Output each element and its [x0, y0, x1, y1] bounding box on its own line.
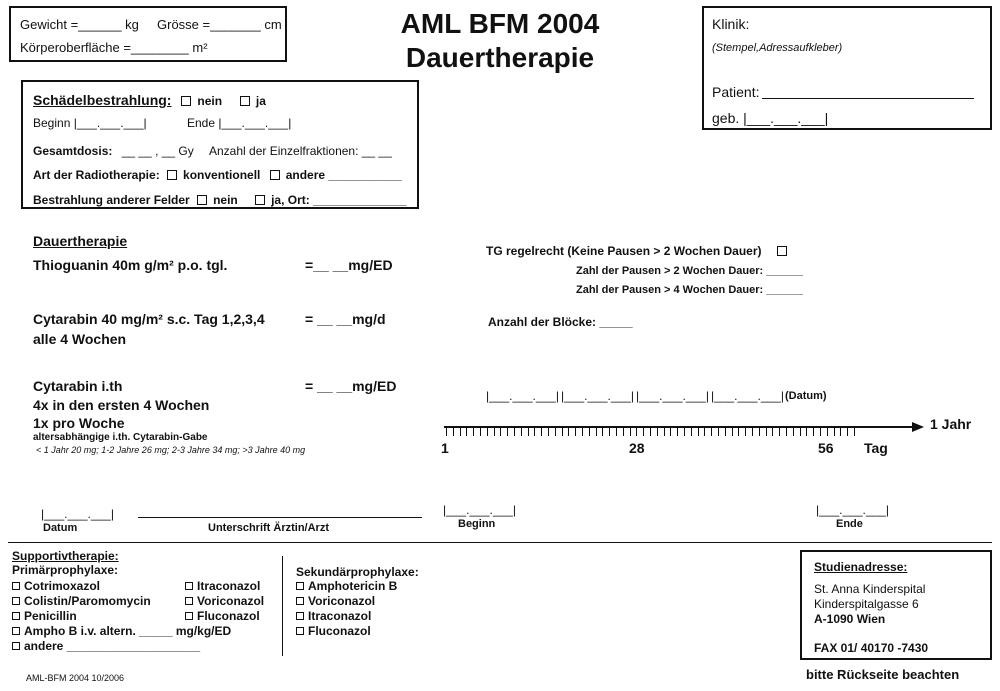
timeline-tick — [793, 428, 794, 436]
primary-prophylaxis-item — [12, 624, 231, 639]
timeline-tick — [704, 428, 705, 436]
signature-date-field[interactable]: |___.___.___| — [41, 507, 114, 521]
other-type-checkbox[interactable] — [270, 170, 280, 180]
timeline-tick — [602, 428, 603, 436]
back-page-note: bitte Rückseite beachten — [806, 667, 960, 682]
primary-prophylaxis-item — [12, 639, 231, 654]
timeline-date-label: (Datum) — [785, 390, 827, 402]
primary-prophylaxis-checkbox[interactable] — [12, 597, 20, 605]
secondary-prophylaxis-label: Itraconazol — [308, 609, 372, 623]
secondary-prophylaxis-label: Fluconazol — [308, 624, 371, 638]
cytarabin-ith-label-3: 1x pro Woche — [33, 415, 125, 431]
timeline-tick — [596, 428, 597, 436]
timeline-tick — [779, 428, 780, 436]
primary-prophylaxis-antifungal-item — [185, 594, 264, 609]
timeline-tick — [514, 428, 515, 436]
timeline-tick — [677, 428, 678, 436]
page-title: AML BFM 2004 — [400, 8, 600, 39]
pauses-4w-field[interactable]: Zahl der Pausen > 4 Wochen Dauer: ______ — [576, 284, 803, 296]
timeline-tick — [466, 428, 467, 436]
cytarabin-ith-label: Cytarabin i.th — [33, 378, 123, 394]
timeline-tick — [480, 428, 481, 436]
stamp-hint: (Stempel,Adressaufkleber) — [712, 42, 843, 54]
timeline-tick — [616, 428, 617, 436]
cytarabin-sc-label: Cytarabin 40 mg/m² s.c. Tag 1,2,3,4 — [33, 311, 265, 327]
weight-field[interactable]: Gewicht =______ kg — [20, 17, 139, 32]
blocks-field[interactable]: Anzahl der Blöcke: _____ — [488, 315, 633, 329]
radiation-no-checkbox[interactable] — [181, 96, 191, 106]
total-dose-row: Gesamtdosis: __ __ , __ Gy — [33, 144, 194, 158]
timeline-tick — [847, 428, 848, 436]
age-dose-detail: < 1 Jahr 20 mg; 1-2 Jahre 26 mg; 2-3 Jahre 34 mg; >3 Jahre 40 mg — [36, 445, 306, 455]
primary-prophylaxis-antifungal-item — [185, 609, 264, 624]
cytarabin-sc-label-2: alle 4 Wochen — [33, 331, 127, 347]
primary-col2 — [185, 579, 264, 624]
timeline-tick — [718, 428, 719, 436]
timeline-date-field[interactable]: |___.___.___| — [486, 389, 559, 403]
tick-label-unit: Tag — [864, 440, 888, 456]
support-heading: Supportivtherapie: — [12, 549, 119, 563]
study-line2: Kinderspitalgasse 6 — [814, 597, 919, 611]
secondary-prophylaxis-label: Amphotericin B — [308, 579, 398, 593]
secondary-prophylaxis-checkbox[interactable] — [296, 582, 304, 590]
study-line3: A-1090 Wien — [814, 612, 886, 626]
signature-date-label: Datum — [43, 522, 78, 534]
timeline-tick — [487, 428, 488, 436]
timeline-tick — [806, 428, 807, 436]
timeline-tick — [643, 428, 644, 436]
primary-prophylaxis-label: Penicillin — [24, 609, 77, 623]
timeline-tick — [827, 428, 828, 436]
study-heading: Studienadresse: — [814, 560, 908, 574]
patient-line[interactable] — [762, 98, 974, 99]
version-label: AML-BFM 2004 10/2006 — [26, 673, 125, 683]
timeline-tick — [453, 428, 454, 436]
radiation-yes-checkbox[interactable] — [240, 96, 250, 106]
study-address-box — [800, 550, 992, 660]
timeline-tick — [786, 428, 787, 436]
timeline-tick — [813, 428, 814, 436]
timeline-tick — [664, 428, 665, 436]
timeline-tick — [541, 428, 542, 436]
support-divider — [282, 556, 283, 656]
timeline-tick — [745, 428, 746, 436]
other-fields-no-checkbox[interactable] — [197, 195, 207, 205]
timeline-tick — [630, 428, 631, 436]
age-dose-title: altersabhängige i.th. Cytarabin-Gabe — [33, 432, 208, 443]
secondary-prophylaxis-checkbox[interactable] — [296, 612, 304, 620]
secondary-prophylaxis-item — [296, 594, 397, 609]
timeline-tick — [820, 428, 821, 436]
timeline-tick — [854, 428, 855, 436]
radiation-end-field[interactable]: Ende |___.___.___| — [187, 116, 292, 130]
timeline-tick — [759, 428, 760, 436]
timeline-tick — [589, 428, 590, 436]
primary-prophylaxis-antifungal-label: Itraconazol — [197, 579, 261, 593]
timeline-finish-label: Ende — [836, 518, 863, 530]
timeline-date-field[interactable]: |___.___.___| — [561, 389, 634, 403]
tick-label-day1: 1 — [441, 440, 449, 456]
timeline-begin-field[interactable]: |___.___.___| — [443, 503, 516, 517]
timeline-tick — [623, 428, 624, 436]
timeline-tick — [725, 428, 726, 436]
timeline-tick — [507, 428, 508, 436]
primary-prophylaxis-antifungal-item — [185, 579, 264, 594]
therapy-heading: Dauertherapie — [33, 233, 128, 249]
timeline-tick — [670, 428, 671, 436]
timeline-tick — [555, 428, 556, 436]
timeline-tick — [752, 428, 753, 436]
secondary-prophylaxis-item — [296, 609, 397, 624]
other-fields-row: Bestrahlung anderer Felder nein ja, Ort: ______________ — [33, 193, 407, 207]
clinic-label: Klinik: — [712, 16, 750, 32]
timeline-scale — [444, 424, 924, 438]
primary-prophylaxis-antifungal-checkbox[interactable] — [185, 597, 193, 605]
timeline-tick — [834, 428, 835, 436]
timeline-tick — [521, 428, 522, 436]
timeline-tick — [460, 428, 461, 436]
timeline-tick — [738, 428, 739, 436]
tg-regular-checkbox[interactable] — [777, 246, 787, 256]
primary-prophylaxis-antifungal-checkbox[interactable] — [185, 612, 193, 620]
secondary-prophylaxis-item — [296, 579, 397, 594]
primary-prophylaxis-label: Colistin/Paromomycin — [24, 594, 151, 608]
signature-label: Unterschrift Ärztin/Arzt — [208, 522, 330, 534]
study-fax: FAX 01/ 40170 -7430 — [814, 641, 929, 655]
primary-prophylaxis-label: Ampho B i.v. altern. _____ mg/kg/ED — [24, 624, 232, 638]
thioguanin-label: Thioguanin 40m g/m² p.o. tgl. — [33, 257, 228, 273]
primary-prophylaxis-antifungal-label: Voriconazol — [197, 594, 265, 608]
timeline-end-field[interactable]: |___.___.___| — [816, 503, 889, 517]
timeline-tick — [732, 428, 733, 436]
bsa-field[interactable]: Körperoberfläche =________ m² — [20, 40, 208, 55]
section-divider — [8, 542, 992, 543]
timeline-end-label: 1 Jahr — [930, 416, 972, 432]
primary-prophylaxis-checkbox[interactable] — [12, 582, 20, 590]
clinic-box — [702, 6, 992, 130]
timeline-tick — [528, 428, 529, 436]
timeline-tick — [446, 428, 447, 436]
timeline-tick — [711, 428, 712, 436]
patient-label: Patient: — [712, 84, 760, 100]
radiotherapy-type-row: Art der Radiotherapie: konventionell andere ___________ — [33, 168, 402, 182]
primary-prophylaxis-checkbox[interactable] — [12, 642, 20, 650]
timeline-tick — [562, 428, 563, 436]
timeline-tick — [691, 428, 692, 436]
secondary-heading: Sekundärprophylaxe: — [296, 565, 419, 579]
signature-line[interactable] — [138, 517, 422, 518]
timeline-begin-label: Beginn — [458, 518, 496, 530]
timeline-tick — [575, 428, 576, 436]
body-measurements-box — [9, 6, 287, 62]
thioguanin-dose-field[interactable]: =__ __mg/ED — [305, 257, 393, 273]
timeline-tick — [494, 428, 495, 436]
tick-label-day56: 56 — [818, 440, 834, 456]
cytarabin-ith-dose-field[interactable]: = __ __mg/ED — [305, 378, 397, 394]
secondary-prophylaxis-item — [296, 624, 397, 639]
timeline-tick — [800, 428, 801, 436]
tg-regular-row: TG regelrecht (Keine Pausen > 2 Wochen Dauer) — [486, 244, 793, 258]
secondary-prophylaxis-checkbox[interactable] — [296, 597, 304, 605]
radiation-heading: Schädelbestrahlung: nein ja — [33, 92, 266, 108]
secondary-prophylaxis-checkbox[interactable] — [296, 627, 304, 635]
secondary-prophylaxis-label: Voriconazol — [308, 594, 376, 608]
timeline-tick — [582, 428, 583, 436]
pauses-2w-field[interactable]: Zahl der Pausen > 2 Wochen Dauer: ______ — [576, 265, 803, 277]
cytarabin-sc-dose-field[interactable]: = __ __mg/d — [305, 311, 386, 327]
page-subtitle: Dauertherapie — [405, 42, 595, 73]
primary-prophylaxis-checkbox[interactable] — [12, 612, 20, 620]
timeline-tick — [766, 428, 767, 436]
timeline-tick — [772, 428, 773, 436]
primary-prophylaxis-label: Cotrimoxazol — [24, 579, 101, 593]
timeline-tick — [698, 428, 699, 436]
tick-label-day28: 28 — [629, 440, 645, 456]
timeline-tick — [650, 428, 651, 436]
timeline-tick — [473, 428, 474, 436]
timeline-tick — [840, 428, 841, 436]
cytarabin-ith-label-2: 4x in den ersten 4 Wochen — [33, 397, 210, 413]
primary-prophylaxis-label: andere ____________________ — [24, 639, 201, 653]
radiation-begin-field[interactable]: Beginn |___.___.___| — [33, 116, 147, 130]
timeline-tick — [636, 428, 637, 436]
timeline-tick — [609, 428, 610, 436]
timeline-tick — [534, 428, 535, 436]
radiation-box — [21, 80, 419, 209]
timeline-date-field[interactable]: |___.___.___| — [636, 389, 709, 403]
height-field[interactable]: Grösse =_______ cm — [157, 17, 282, 32]
primary-prophylaxis-checkbox[interactable] — [12, 627, 20, 635]
primary-prophylaxis-antifungal-label: Fluconazol — [197, 609, 260, 623]
fractions-field[interactable]: Anzahl der Einzelfraktionen: __ __ — [209, 144, 392, 158]
timeline-tick — [548, 428, 549, 436]
timeline-date-field[interactable]: |___.___.___| — [711, 389, 784, 403]
conventional-checkbox[interactable] — [167, 170, 177, 180]
primary-heading: Primärprophylaxe: — [12, 563, 119, 577]
timeline-tick — [500, 428, 501, 436]
timeline-tick — [657, 428, 658, 436]
timeline-tick — [568, 428, 569, 436]
primary-prophylaxis-antifungal-checkbox[interactable] — [185, 582, 193, 590]
total-dose-field[interactable]: __ __ , __ Gy — [121, 144, 194, 158]
secondary-col — [296, 579, 397, 639]
timeline-tick — [684, 428, 685, 436]
other-fields-yes-checkbox[interactable] — [255, 195, 265, 205]
dob-field[interactable]: geb. |___.___.___| — [712, 110, 829, 126]
study-line1: St. Anna Kinderspital — [814, 582, 926, 596]
